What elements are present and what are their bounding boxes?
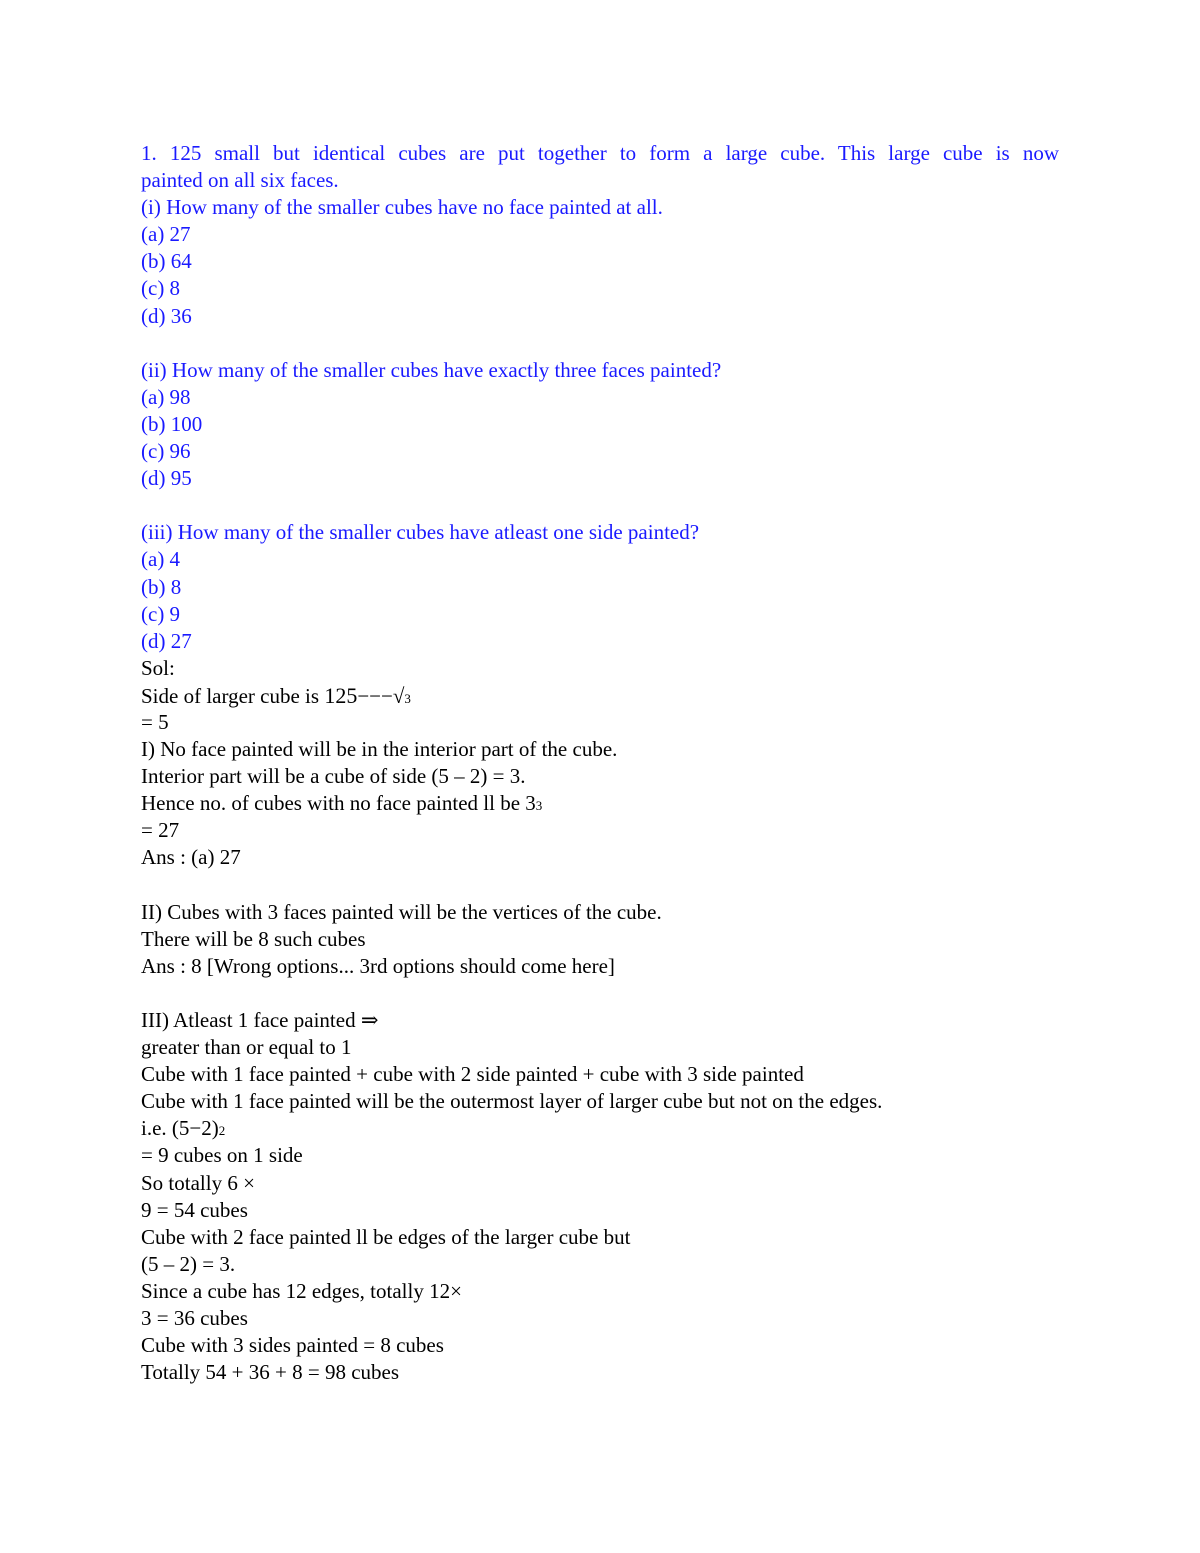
part3-total: Totally 54 + 36 + 8 = 98 cubes [141, 1360, 400, 1385]
cube-count-text: Hence no. of cubes with no face painted ll be 3 [141, 791, 536, 816]
part3-line-11: Since a cube has 12 edges, totally 12× [141, 1278, 462, 1303]
part3-line-10: (5 – 2) = 3. [141, 1251, 236, 1276]
question-line-1: 1. 125 small but identical cubes are put together to form a large cube. This large cube is now [141, 141, 1059, 165]
question-line-2: painted on all six faces. [141, 168, 339, 193]
part1-line-1: I) No face painted will be in the interior part of the cube. [141, 737, 618, 762]
side-line [141, 682, 1061, 709]
exponent: 2 [218, 1123, 226, 1139]
exponent: 3 [535, 798, 543, 814]
part-prompt: (i) How many of the smaller cubes have no face painted at all. [141, 195, 663, 220]
part3-line-3: Cube with 1 face painted + cube with 2 side painted + cube with 3 side painted [141, 1062, 804, 1087]
option-c: (c) 8 [141, 276, 181, 301]
spacer [141, 492, 1061, 519]
part3-line-1: III) Atleast 1 face painted ⇒ [141, 1008, 379, 1032]
part3-line-9: Cube with 2 face painted ll be edges of the larger cube but [141, 1224, 631, 1249]
option-b: (b) 100 [141, 411, 203, 436]
part3-line-6: = 9 cubes on 1 side [141, 1143, 303, 1168]
radical-sign: −−−√ [357, 683, 405, 708]
option-b: (b) 64 [141, 249, 192, 274]
part3-line-4: Cube with 1 face painted will be the outermost layer of larger cube but not on the edges. [141, 1089, 883, 1114]
part-prompt: (ii) How many of the smaller cubes have exactly three faces painted? [141, 357, 722, 382]
option-c: (c) 96 [141, 439, 191, 464]
part3-line-12: 3 = 36 cubes [141, 1306, 248, 1331]
part2-line-2: There will be 8 such cubes [141, 926, 366, 951]
part3-line-7: So totally 6 × [141, 1170, 255, 1195]
part3-line-5 [141, 1115, 1061, 1142]
part3-line-13: Cube with 3 sides painted = 8 cubes [141, 1333, 444, 1358]
part3-line-2: greater than or equal to 1 [141, 1035, 352, 1060]
option-b: (b) 8 [141, 574, 182, 599]
question-part-1 [141, 194, 1061, 329]
option-d: (d) 27 [141, 628, 192, 653]
part-prompt: (iii) How many of the smaller cubes have atleast one side painted? [141, 520, 700, 545]
part2-line-1: II) Cubes with 3 faces painted will be the vertices of the cube. [141, 899, 662, 924]
part1-line-2: Interior part will be a cube of side (5 – 2) = 3. [141, 764, 526, 789]
spacer [141, 330, 1061, 357]
spacer [141, 980, 1061, 1007]
solution-label: Sol: [141, 655, 175, 680]
option-a: (a) 98 [141, 384, 191, 409]
part2-answer: Ans : 8 [Wrong options... 3rd options should come here] [141, 953, 615, 978]
radical-index: 3 [404, 690, 411, 706]
part1-line-4: = 27 [141, 818, 180, 843]
document-page [141, 140, 1061, 1386]
spacer [141, 872, 1061, 899]
side-value: 125 [324, 682, 358, 708]
part1-answer: Ans : (a) 27 [141, 845, 241, 870]
option-d: (d) 95 [141, 466, 192, 491]
option-d: (d) 36 [141, 303, 192, 328]
side-result: = 5 [141, 709, 169, 734]
question-part-2 [141, 357, 1061, 492]
part1-line-3 [141, 790, 1061, 817]
side-prefix: Side of larger cube is [141, 683, 325, 708]
part3-line-8: 9 = 54 cubes [141, 1197, 248, 1222]
expression: i.e. (5−2) [141, 1116, 219, 1141]
option-a: (a) 4 [141, 547, 181, 572]
question-part-3 [141, 519, 1061, 654]
option-a: (a) 27 [141, 222, 191, 247]
option-c: (c) 9 [141, 601, 181, 626]
